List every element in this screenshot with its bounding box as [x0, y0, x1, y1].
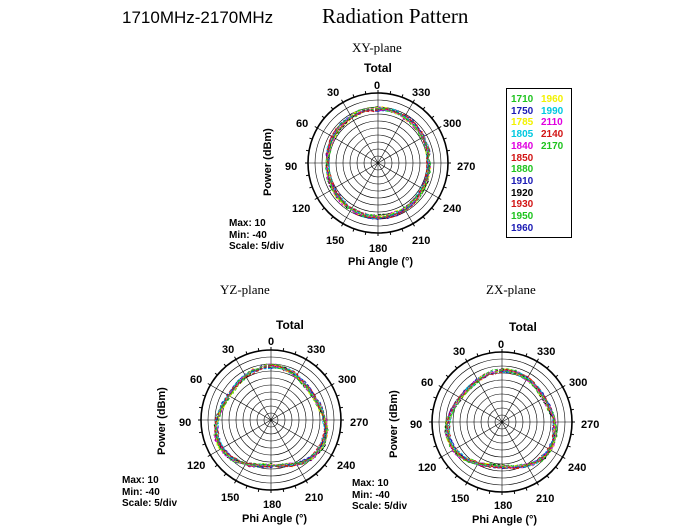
legend-entry: 1850 — [511, 152, 534, 164]
x-axis-label: Phi Angle (°) — [242, 513, 308, 525]
angle-label: 90 — [179, 417, 192, 429]
polar-tick — [547, 366, 549, 368]
pattern-trace — [449, 371, 556, 469]
angle-label: 60 — [421, 377, 434, 389]
angle-label: 330 — [307, 344, 326, 356]
polar-tick — [571, 434, 574, 435]
polar-tick — [571, 409, 574, 410]
page-title: Radiation Pattern — [322, 4, 469, 28]
polar-tick — [489, 491, 490, 494]
angle-label: 0 — [498, 339, 505, 351]
angle-label: 60 — [190, 374, 203, 386]
legend-entry: 1710 — [511, 94, 534, 105]
polar-tick — [556, 375, 558, 377]
angle-label: 270 — [457, 161, 476, 173]
pattern-trace — [447, 369, 556, 467]
polar-spoke — [467, 422, 502, 483]
angle-label: 180 — [494, 500, 513, 512]
legend-entry: 1930 — [511, 199, 534, 211]
plane-title: ZX-plane — [486, 282, 536, 297]
stat-max: Max: 10 — [122, 475, 159, 486]
angle-label: 0 — [268, 336, 275, 348]
stat-min: Min: -40 — [229, 229, 267, 241]
y-axis-label: Power (dBm) — [262, 128, 274, 196]
angle-label: 150 — [451, 493, 470, 505]
legend-entry: 1840 — [511, 140, 534, 152]
angle-label: 210 — [305, 492, 324, 504]
polar-tick — [430, 434, 433, 435]
legend-entry: 1960 — [511, 222, 534, 234]
y-axis-label: Power (dBm) — [156, 387, 168, 455]
angle-label: 120 — [418, 462, 437, 474]
polar-spoke — [502, 422, 537, 483]
polar-tick — [430, 409, 433, 410]
plot-title: Total — [509, 320, 537, 334]
polar-tick — [514, 491, 515, 494]
angle-label: 30 — [222, 344, 235, 356]
polar-tick — [537, 359, 539, 362]
polar-tick — [489, 350, 490, 353]
stat-min: Min: -40 — [352, 489, 390, 501]
angle-label: 240 — [337, 460, 356, 472]
legend-entry: 1910 — [511, 175, 534, 187]
stat-min: Min: -40 — [122, 486, 160, 498]
polar-tick — [455, 366, 457, 368]
angle-label: 90 — [410, 419, 423, 431]
angle-label: 30 — [453, 346, 466, 358]
polar-tick — [446, 467, 448, 469]
angle-label: 300 — [569, 377, 588, 389]
legend-entry: 2140 — [541, 129, 564, 141]
angle-label: 150 — [326, 235, 345, 247]
legend-entry: 1805 — [511, 129, 534, 141]
polar-tick — [439, 457, 442, 459]
stat-scale: Scale: 5/div — [229, 241, 285, 252]
angle-label: 180 — [263, 499, 282, 511]
frequency-range-title: 1710MHz-2170MHz — [122, 8, 274, 27]
legend-entry: 1750 — [511, 105, 534, 117]
stat-max: Max: 10 — [229, 218, 266, 229]
angle-label: 240 — [568, 462, 587, 474]
angle-label: 90 — [285, 161, 298, 173]
polar-tick — [563, 457, 566, 459]
polar-tick — [514, 350, 515, 353]
y-axis-label: Power (dBm) — [388, 390, 400, 458]
angle-label: 240 — [443, 203, 462, 215]
angle-label: 210 — [412, 235, 431, 247]
angle-label: 30 — [327, 87, 340, 99]
stat-scale: Scale: 5/div — [352, 501, 408, 512]
polar-tick — [556, 467, 558, 469]
x-axis-label: Phi Angle (°) — [348, 256, 414, 268]
legend-entry: 1880 — [511, 164, 534, 176]
legend-entry: 1920 — [511, 187, 534, 199]
angle-label: 270 — [350, 417, 369, 429]
angle-label: 180 — [369, 243, 388, 255]
polar-tick — [439, 386, 442, 388]
angle-label: 120 — [292, 203, 311, 215]
angle-label: 270 — [581, 419, 600, 431]
legend-entry: 1990 — [541, 105, 564, 117]
angle-label: 0 — [374, 80, 381, 92]
stats-block — [352, 478, 407, 513]
polar-tick — [455, 476, 457, 478]
plot-title: Total — [364, 61, 392, 75]
angle-label: 300 — [443, 118, 462, 130]
legend-entry: 1950 — [511, 211, 534, 222]
polar-tick — [466, 359, 468, 362]
angle-label: 210 — [536, 493, 555, 505]
angle-label: 300 — [338, 374, 357, 386]
x-axis-label: Phi Angle (°) — [472, 514, 538, 526]
stat-scale: Scale: 5/div — [122, 498, 178, 509]
stat-max: Max: 10 — [352, 478, 389, 489]
angle-label: 150 — [221, 492, 240, 504]
polar-tick — [547, 476, 549, 478]
polar-tick — [446, 375, 448, 377]
polar-tick — [563, 386, 566, 388]
legend-entry: 2170 — [541, 140, 564, 152]
plane-title: YZ-plane — [220, 282, 270, 297]
angle-label: 330 — [412, 87, 431, 99]
polar-tick — [537, 483, 539, 486]
polar-tick — [466, 483, 468, 486]
plot-title: Total — [276, 318, 304, 332]
angle-label: 120 — [187, 460, 206, 472]
angle-label: 330 — [537, 346, 556, 358]
legend-entry: 1785 — [511, 117, 534, 129]
plane-title: XY-plane — [352, 40, 402, 55]
legend-entry: 2110 — [541, 117, 563, 129]
angle-label: 60 — [296, 118, 309, 130]
legend-entry: 1960 — [541, 94, 564, 105]
